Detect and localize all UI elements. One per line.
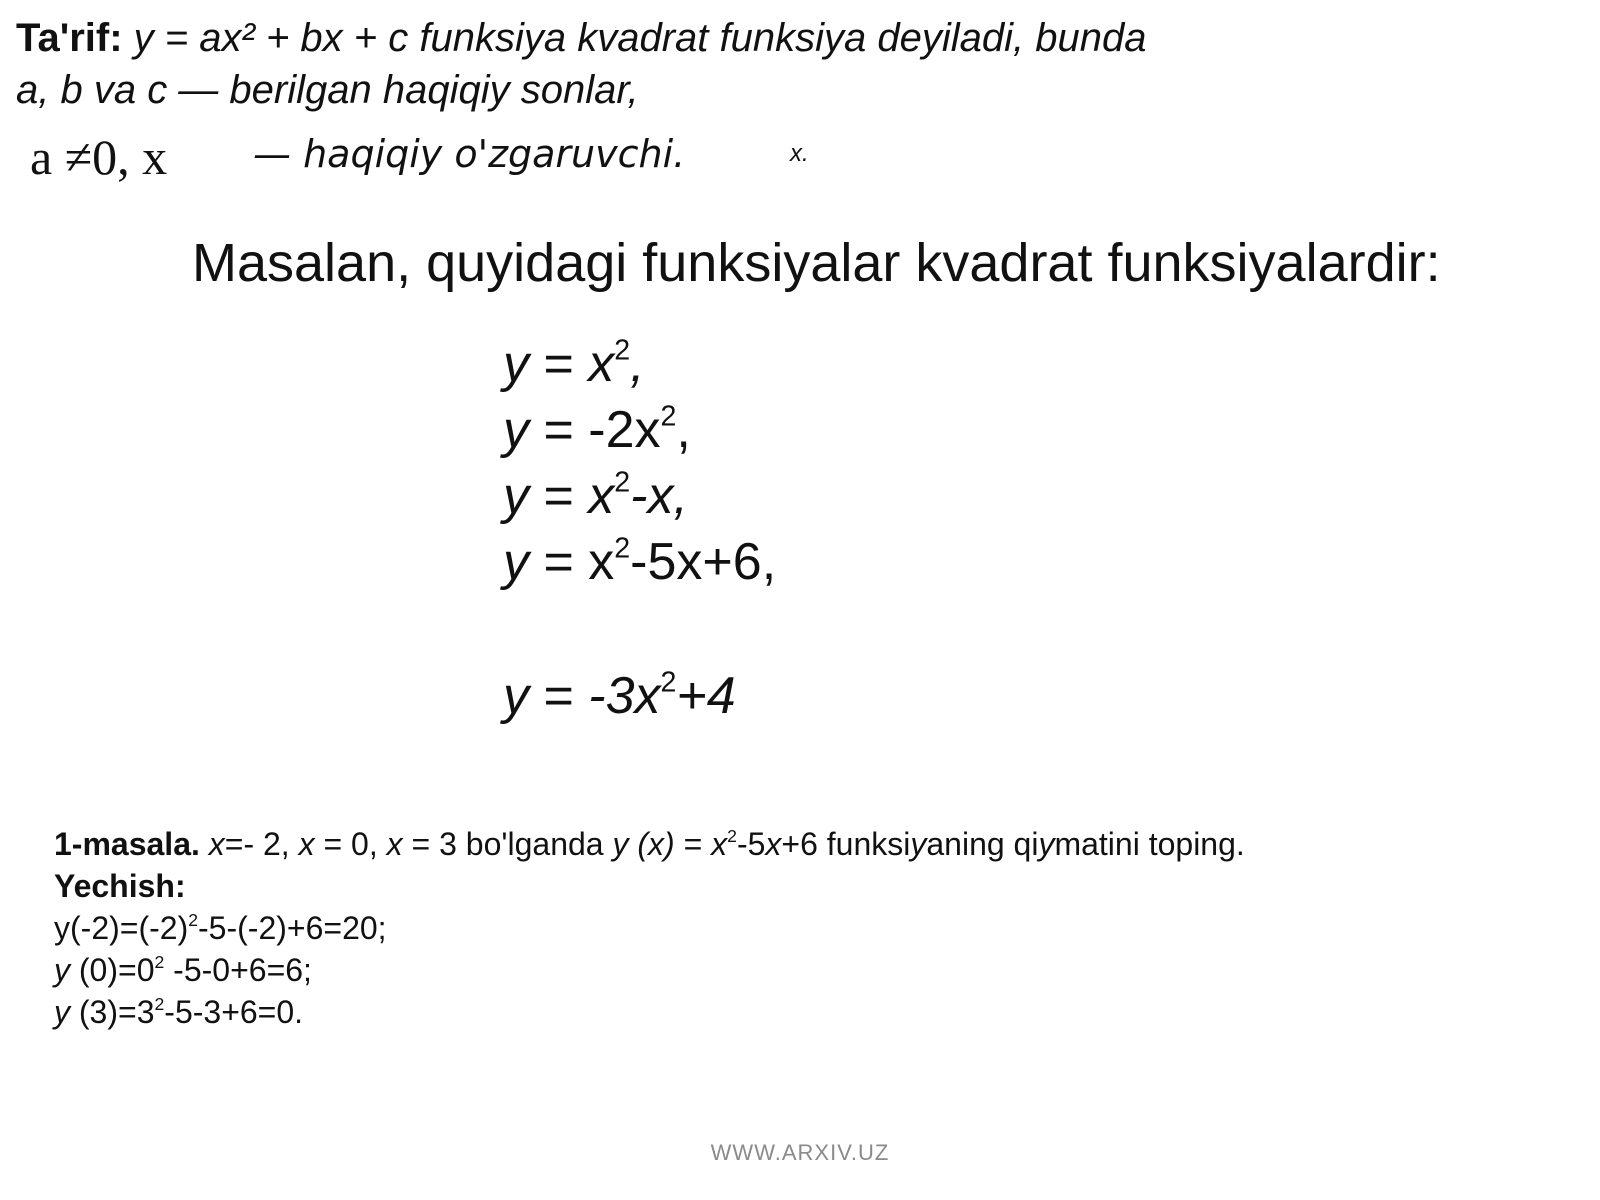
definition-condition: a ≠0, x (30, 129, 168, 185)
solution-step-3: y $(3)=3^2-5-3+6=0$. (54, 993, 304, 1030)
definition-stray-x: x. (790, 140, 809, 167)
problem-line (54, 825, 1245, 862)
formula-5: $y = -3x^2+4$ (503, 666, 736, 725)
definition-condition-text: — haqiqiy o'zgaruvchi. (253, 132, 686, 176)
definition-label: Ta'rif: (16, 16, 123, 60)
solution-step-1: $y(-2)=(-2)^2-5-(-2)+6=20$; (54, 909, 387, 946)
formula-2: $y = -2x^2$, (503, 400, 691, 459)
definition-line-2: a, b va c — berilgan haqiqiy sonlar, (16, 68, 639, 112)
formula-1: $y = x^2$, (503, 334, 645, 393)
formula-4: $y = x^2-5x+6$, (503, 532, 777, 591)
definition-text-1: y = ax² + bx + c funksiya kvadrat funksiya deyiladi, bunda (133, 16, 1147, 60)
examples-heading: Masalan, quyidagi funksiyalar kvadrat funksiyalardir: (192, 233, 1441, 293)
watermark: WWW.ARXIV.UZ (710, 1140, 890, 1165)
definition-line-1 (16, 18, 1146, 58)
solution-step-2: y $(0)=0^2$ -5-0+6=6; (54, 951, 312, 988)
formula-3: $y = x^2-x$, (503, 466, 688, 525)
solution-heading: Yechish: (54, 868, 186, 904)
problem-statement: x=- 2, x = 0, x = 3 bo'lganda y $(x) = x^2-5x+6$ funksiyaning qiymatini toping. (208, 825, 1245, 862)
problem-label: 1-masala. (54, 826, 200, 862)
